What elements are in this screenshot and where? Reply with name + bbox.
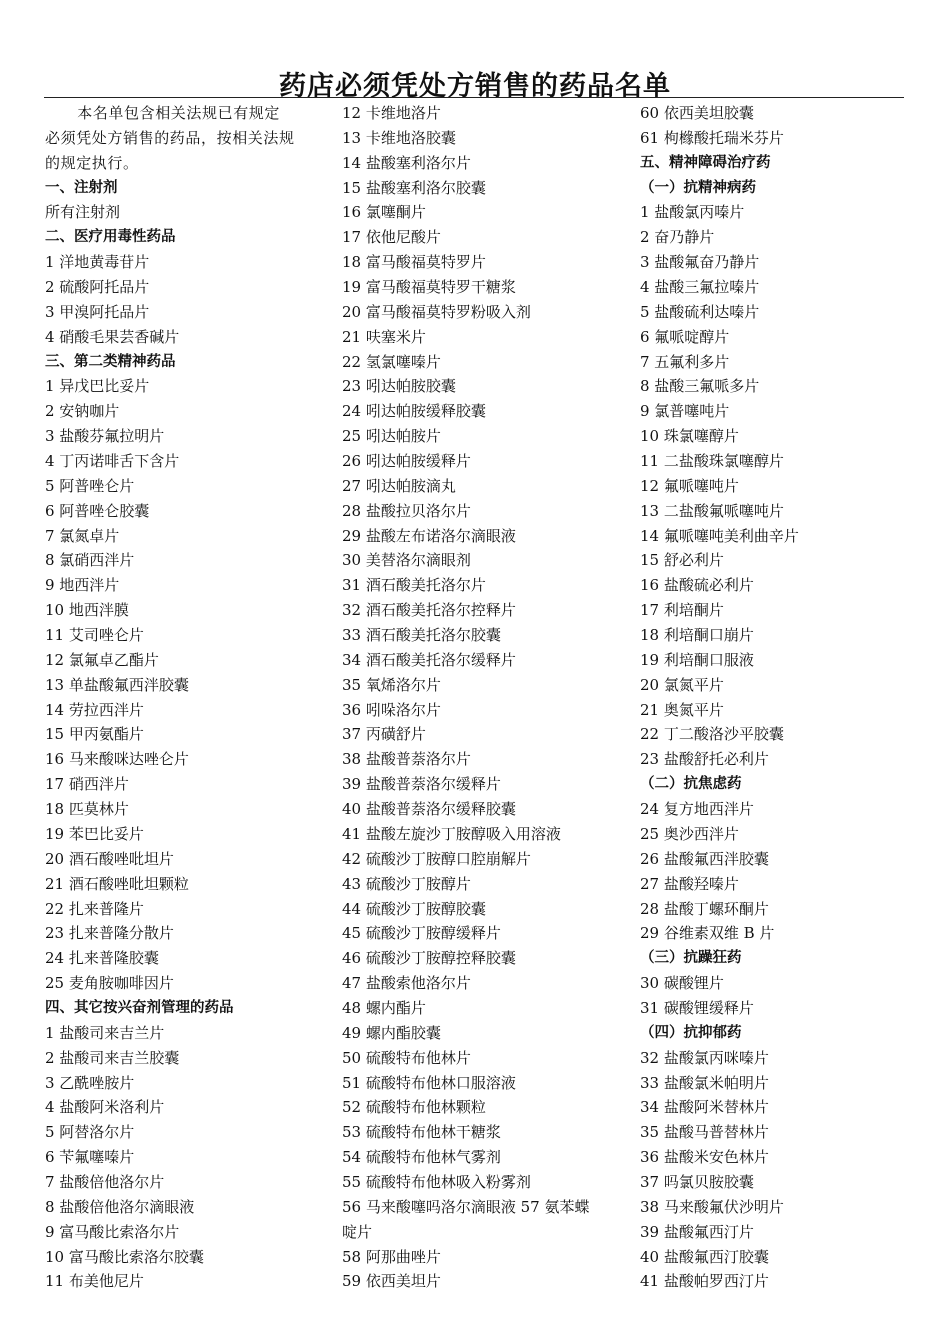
drug-item: 59 依西美坦片 — [342, 1272, 441, 1291]
drug-item: 32 盐酸氯丙咪嗪片 — [640, 1048, 769, 1067]
drug-item: 7 五氟利多片 — [640, 352, 730, 371]
drug-item: 13 单盐酸氟西泮胶囊 — [45, 675, 189, 694]
drug-item: 11 布美他尼片 — [45, 1272, 144, 1291]
drug-item: 44 硫酸沙丁胺醇胶囊 — [342, 899, 486, 918]
drug-item: 27 盐酸羟嗪片 — [640, 874, 739, 893]
drug-item: 47 盐酸索他洛尔片 — [342, 974, 471, 993]
drug-item: 14 氟哌噻吨美利曲辛片 — [640, 526, 799, 545]
drug-item: 18 利培酮口崩片 — [640, 626, 754, 645]
drug-item: 28 盐酸丁螺环酮片 — [640, 899, 769, 918]
drug-item: 31 酒石酸美托洛尔片 — [342, 576, 486, 595]
drug-item: 5 阿替洛尔片 — [45, 1123, 135, 1142]
drug-item: 23 盐酸舒托必利片 — [640, 750, 769, 769]
drug-item: 23 扎来普隆分散片 — [45, 924, 174, 943]
drug-item: 26 盐酸氟西泮胶囊 — [640, 849, 769, 868]
drug-item: 9 富马酸比索洛尔片 — [45, 1222, 180, 1241]
drug-item: 56 马来酸噻吗洛尔滴眼液 57 氨苯蝶 — [342, 1197, 590, 1216]
drug-item: 43 硫酸沙丁胺醇片 — [342, 874, 471, 893]
drug-item: 9 地西泮片 — [45, 576, 120, 595]
intro-text-line: 的规定执行。 — [45, 153, 139, 172]
drug-item: 1 盐酸司来吉兰片 — [45, 1023, 165, 1042]
drug-item: 11 艾司唑仑片 — [45, 626, 144, 645]
drug-item: 10 珠氯噻醇片 — [640, 427, 739, 446]
drug-item: 36 吲哚洛尔片 — [342, 700, 441, 719]
drug-item: 19 苯巴比妥片 — [45, 824, 144, 843]
drug-item: 22 扎来普隆片 — [45, 899, 144, 918]
drug-item: 15 甲丙氨酯片 — [45, 725, 144, 744]
drug-item: 8 盐酸三氟哌多片 — [640, 377, 760, 396]
drug-item: 34 盐酸阿米替林片 — [640, 1098, 769, 1117]
drug-item: 33 盐酸氯米帕明片 — [640, 1073, 769, 1092]
drug-item: 40 盐酸氟西汀胶囊 — [640, 1247, 769, 1266]
drug-item: 27 吲达帕胺滴丸 — [342, 476, 456, 495]
drug-item: 3 盐酸氟奋乃静片 — [640, 253, 760, 272]
drug-item: 41 盐酸帕罗西汀片 — [640, 1272, 769, 1291]
drug-item: 35 氧烯洛尔片 — [342, 675, 441, 694]
drug-item: 40 盐酸普萘洛尔缓释胶囊 — [342, 800, 516, 819]
drug-item: 26 吲达帕胺缓释片 — [342, 452, 471, 471]
intro-text-line: 必须凭处方销售的药品，按相关法规 — [45, 128, 295, 147]
section-heading: 四、其它按兴奋剂管理的药品 — [45, 999, 234, 1016]
section-heading: （一）抗精神病药 — [640, 179, 756, 196]
drug-item: 6 氟哌啶醇片 — [640, 327, 730, 346]
column-1 — [45, 101, 320, 1294]
drug-item: 8 盐酸倍他洛尔滴眼液 — [45, 1197, 195, 1216]
drug-item: 24 复方地西泮片 — [640, 800, 754, 819]
drug-item: 1 洋地黄毒苷片 — [45, 253, 150, 272]
drug-item: 3 甲溴阿托品片 — [45, 302, 150, 321]
section-heading: 一、注射剂 — [45, 179, 118, 196]
drug-item: 17 利培酮片 — [640, 601, 724, 620]
drug-item: 37 吗氯贝胺胶囊 — [640, 1172, 754, 1191]
intro-text-line: 本名单包含相关法规已有规定 — [45, 104, 281, 122]
drug-item: 10 地西泮膜 — [45, 601, 129, 620]
drug-item: 32 酒石酸美托洛尔控释片 — [342, 601, 516, 620]
drug-item: 2 硫酸阿托品片 — [45, 278, 150, 297]
drug-item: 51 硫酸特布他林口服溶液 — [342, 1073, 516, 1092]
column-2 — [342, 101, 622, 1294]
drug-item: 22 丁二酸洛沙平胶囊 — [640, 725, 784, 744]
drug-item: 31 碳酸锂缓释片 — [640, 998, 754, 1017]
drug-item: 14 劳拉西泮片 — [45, 700, 144, 719]
drug-item: 9 氯普噻吨片 — [640, 402, 730, 421]
drug-item: 20 氯氮平片 — [640, 675, 724, 694]
drug-item: 53 硫酸特布他林干糖浆 — [342, 1123, 501, 1142]
drug-item: 52 硫酸特布他林颗粒 — [342, 1098, 486, 1117]
section-heading: （四）抗抑郁药 — [640, 1024, 742, 1041]
drug-item: 24 扎来普隆胶囊 — [45, 949, 159, 968]
drug-item: 34 酒石酸美托洛尔缓释片 — [342, 650, 516, 669]
section-heading: （二）抗焦虑药 — [640, 776, 742, 793]
drug-item: 55 硫酸特布他林吸入粉雾剂 — [342, 1172, 531, 1191]
drug-item: 13 卡维地洛胶囊 — [342, 128, 456, 147]
column-3 — [640, 101, 910, 1294]
drug-item: 16 马来酸咪达唑仑片 — [45, 750, 189, 769]
drug-item: 30 美替洛尔滴眼剂 — [342, 551, 471, 570]
drug-item: 12 氟哌噻吨片 — [640, 476, 739, 495]
drug-item: 30 碳酸锂片 — [640, 974, 724, 993]
drug-item: 15 舒必利片 — [640, 551, 724, 570]
drug-item: 16 盐酸硫必利片 — [640, 576, 754, 595]
drug-item: 25 奥沙西泮片 — [640, 824, 739, 843]
drug-item: 2 安钠咖片 — [45, 402, 120, 421]
drug-item: 5 阿普唑仑片 — [45, 476, 135, 495]
drug-item: 13 二盐酸氟哌噻吨片 — [640, 501, 784, 520]
drug-item: 39 盐酸氟西汀片 — [640, 1222, 754, 1241]
drug-item: 61 枸橼酸托瑞米芬片 — [640, 128, 784, 147]
drug-item: 37 丙磺舒片 — [342, 725, 426, 744]
drug-item: 58 阿那曲唑片 — [342, 1247, 441, 1266]
drug-item: 5 盐酸硫利达嗪片 — [640, 302, 760, 321]
drug-item: 18 匹莫林片 — [45, 800, 129, 819]
drug-item: 38 马来酸氟伏沙明片 — [640, 1197, 784, 1216]
drug-item: 19 富马酸福莫特罗干糖浆 — [342, 278, 516, 297]
drug-item: 12 氯氟卓乙酯片 — [45, 650, 159, 669]
drug-item: 46 硫酸沙丁胺醇控释胶囊 — [342, 949, 516, 968]
section-heading: 三、第二类精神药品 — [45, 353, 176, 370]
drug-item: 1 异戊巴比妥片 — [45, 377, 150, 396]
drug-item: 39 盐酸普萘洛尔缓释片 — [342, 775, 501, 794]
drug-item: 3 乙酰唑胺片 — [45, 1073, 135, 1092]
drug-item: 16 氯噻酮片 — [342, 203, 426, 222]
drug-item: 8 氯硝西泮片 — [45, 551, 135, 570]
drug-item: 20 富马酸福莫特罗粉吸入剂 — [342, 302, 531, 321]
drug-item: 6 阿普唑仑胶囊 — [45, 501, 150, 520]
drug-item: 17 硝西泮片 — [45, 775, 129, 794]
drug-item: 21 奥氮平片 — [640, 700, 724, 719]
drug-item: 4 盐酸三氟拉嗪片 — [640, 278, 760, 297]
drug-item: 21 酒石酸唑吡坦颗粒 — [45, 874, 189, 893]
drug-item: 48 螺内酯片 — [342, 998, 426, 1017]
drug-item: 35 盐酸马普替林片 — [640, 1123, 769, 1142]
drug-item: 29 盐酸左布诺洛尔滴眼液 — [342, 526, 516, 545]
drug-item: 23 吲达帕胺胶囊 — [342, 377, 456, 396]
drug-item: 50 硫酸特布他林片 — [342, 1048, 471, 1067]
drug-item: 21 呋塞米片 — [342, 327, 426, 346]
section-heading: 二、医疗用毒性药品 — [45, 229, 176, 246]
drug-item: 54 硫酸特布他林气雾剂 — [342, 1148, 501, 1167]
drug-item: 17 依他尼酸片 — [342, 228, 441, 247]
drug-item: 22 氢氯噻嗪片 — [342, 352, 441, 371]
drug-item: 3 盐酸芬氟拉明片 — [45, 427, 165, 446]
drug-item: 4 丁丙诺啡舌下含片 — [45, 452, 180, 471]
drug-item: 12 卡维地洛片 — [342, 104, 441, 122]
title-divider — [44, 97, 904, 98]
drug-item: 15 盐酸塞利洛尔胶囊 — [342, 178, 486, 197]
document-title: 药店必须凭处方销售的药品名单 — [279, 71, 671, 102]
drug-item: 6 苄氟噻嗪片 — [45, 1148, 135, 1167]
drug-item: 20 酒石酸唑吡坦片 — [45, 849, 174, 868]
drug-item: 2 奋乃静片 — [640, 228, 715, 247]
drug-item: 41 盐酸左旋沙丁胺醇吸入用溶液 — [342, 824, 561, 843]
drug-item: 60 依西美坦胶囊 — [640, 104, 754, 122]
drug-item: 28 盐酸拉贝洛尔片 — [342, 501, 471, 520]
drug-item: 啶片 — [342, 1222, 373, 1241]
drug-item: 38 盐酸普萘洛尔片 — [342, 750, 471, 769]
drug-item: 49 螺内酯胶囊 — [342, 1023, 441, 1042]
drug-item: 25 麦角胺咖啡因片 — [45, 974, 174, 993]
drug-item: 所有注射剂 — [45, 203, 121, 222]
drug-item: 25 吲达帕胺片 — [342, 427, 441, 446]
drug-item: 4 硝酸毛果芸香碱片 — [45, 327, 180, 346]
drug-item: 19 利培酮口服液 — [640, 650, 754, 669]
drug-item: 7 氯氮卓片 — [45, 526, 120, 545]
drug-item: 2 盐酸司来吉兰胶囊 — [45, 1048, 180, 1067]
drug-item: 4 盐酸阿米洛利片 — [45, 1098, 165, 1117]
drug-item: 29 谷维素双维 B 片 — [640, 924, 775, 943]
drug-item: 7 盐酸倍他洛尔片 — [45, 1172, 165, 1191]
drug-item: 33 酒石酸美托洛尔胶囊 — [342, 626, 501, 645]
drug-item: 10 富马酸比索洛尔胶囊 — [45, 1247, 204, 1266]
drug-item: 42 硫酸沙丁胺醇口腔崩解片 — [342, 849, 531, 868]
drug-item: 45 硫酸沙丁胺醇缓释片 — [342, 924, 501, 943]
section-heading: （三）抗躁狂药 — [640, 950, 742, 967]
drug-item: 14 盐酸塞利洛尔片 — [342, 153, 471, 172]
drug-item: 11 二盐酸珠氯噻醇片 — [640, 452, 784, 471]
drug-item: 1 盐酸氯丙嗪片 — [640, 203, 745, 222]
drug-item: 24 吲达帕胺缓释胶囊 — [342, 402, 486, 421]
drug-item: 18 富马酸福莫特罗片 — [342, 253, 486, 272]
drug-item: 36 盐酸米安色林片 — [640, 1148, 769, 1167]
section-heading: 五、精神障碍治疗药 — [640, 154, 771, 171]
